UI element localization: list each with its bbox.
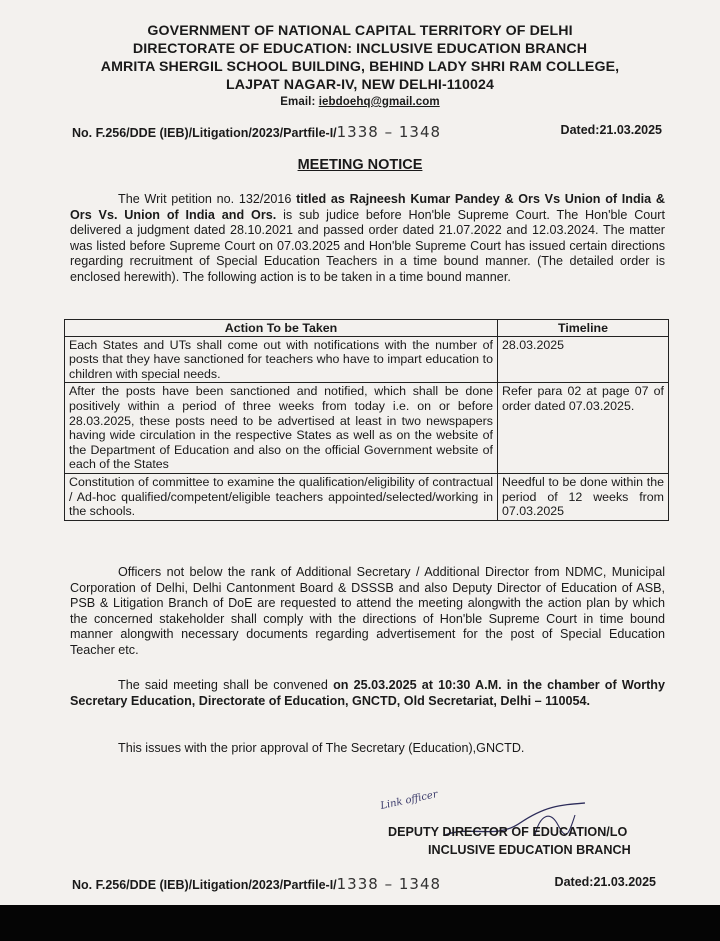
email-link[interactable]: iebdoehq@gmail.com xyxy=(318,96,440,108)
reference-number: No. F.256/DDE (IEB)/Litigation/2023/Partfile-I/1338 – 1348 xyxy=(72,875,442,893)
action-cell: Constitution of committee to examine the qualification/eligibility of contractual / Ad-hoc qualified/competent/eligible teachers appointed/selected/working in the schools. xyxy=(65,473,498,520)
paragraph-approval: This issues with the prior approval of The Secretary (Education),GNCTD. xyxy=(118,741,525,755)
header-timeline: Timeline xyxy=(498,320,669,337)
handwritten-dispatch-number: 1338 – 1348 xyxy=(336,123,442,141)
table-row xyxy=(65,336,669,383)
email-label: Email: xyxy=(280,96,319,108)
notice-title: MEETING NOTICE xyxy=(297,157,423,173)
letterhead-line-2: DIRECTORATE OF EDUCATION: INCLUSIVE EDUCATION BRANCH xyxy=(132,41,588,57)
letterhead-email xyxy=(0,94,720,110)
table-row xyxy=(65,473,669,520)
letterhead-line-3: AMRITA SHERGIL SCHOOL BUILDING, BEHIND LADY SHRI RAM COLLEGE, xyxy=(100,59,620,75)
timeline-cell: Refer para 02 at page 07 of order dated 07.03.2025. xyxy=(498,383,669,474)
reference-line-top xyxy=(72,121,662,141)
table-header-row xyxy=(65,320,669,337)
letterhead-line-4: LAJPAT NAGAR-IV, NEW DELHI-110024 xyxy=(226,77,494,93)
paragraph-officers: Officers not below the rank of Additional Secretary / Additional Director from NDMC, Municipal Corporation of Delhi, Delhi Cantonment Board & DSSSB and also Deputy Director of Education of ASB, PSB & Litigation Branch of DoE are requested to attend the meeting alongwith the action plan by which the concerned stakeholder shall comply with the directions of Hon'ble Supreme Court in time bound manner alongwith necessary documents regarding advertisement for the post of Special Education Teacher etc. xyxy=(70,565,665,657)
action-table xyxy=(64,319,669,521)
letterhead xyxy=(0,22,720,110)
signature-annotation: Link officer xyxy=(379,789,439,812)
bottom-black-bar xyxy=(0,905,720,941)
table-row xyxy=(65,383,669,474)
signatory-designation: DEPUTY DIRECTOR OF EDUCATION/LO xyxy=(388,825,628,839)
paragraph-writ-petition: The Writ petition no. 132/2016 titled as Rajneesh Kumar Pandey & Ors Vs Union of India & Ors Vs. Union of India and Ors. is sub judice before Hon'ble Supreme Court. The Hon'ble Court delivered a judgment dated 28.10.2021 and passed order dated 21.07.2022 and 12.03.2024. The matter was listed before Supreme Court on 07.03.2025 and Hon'ble Supreme Court has issued certain directions regarding recruitment of Special Education Teachers in a time bound manner. (The detailed order is enclosed herewith). The following action is to be taken in a time bound manner. xyxy=(70,192,666,284)
reference-line-bottom xyxy=(72,873,662,893)
action-cell: After the posts have been sanctioned and notified, which shall be done positively within a period of three weeks from today i.e. on or before 28.03.2025, these posts need to be advertised at least in two newspapers having wide circulation in the respective States as well as on the website of the Department of Education and also on the official Government website of each of the States xyxy=(65,383,498,474)
paragraph-meeting-details: The said meeting shall be convened on 25.03.2025 at 10:30 A.M. in the chamber of Worthy Secretary Education, Directorate of Education, GNCTD, Old Secretariat, Delhi – 110054. xyxy=(70,678,665,708)
reference-date: Dated:21.03.2025 xyxy=(554,875,656,889)
letterhead-line-1: GOVERNMENT OF NATIONAL CAPITAL TERRITORY OF DELHI xyxy=(147,23,573,39)
reference-date: Dated:21.03.2025 xyxy=(560,123,662,137)
signatory-block xyxy=(388,823,660,859)
timeline-cell: 28.03.2025 xyxy=(498,336,669,383)
signatory-branch: INCLUSIVE EDUCATION BRANCH xyxy=(428,843,631,857)
header-action: Action To be Taken xyxy=(65,320,498,337)
timeline-cell: Needful to be done within the period of 12 weeks from 07.03.2025 xyxy=(498,473,669,520)
handwritten-dispatch-number: 1338 – 1348 xyxy=(336,875,442,893)
reference-number: No. F.256/DDE (IEB)/Litigation/2023/Partfile-I/1338 – 1348 xyxy=(72,123,442,141)
action-cell: Each States and UTs shall come out with notifications with the number of posts that they have sanctioned for teachers who have to impart education to children with special needs. xyxy=(65,336,498,383)
